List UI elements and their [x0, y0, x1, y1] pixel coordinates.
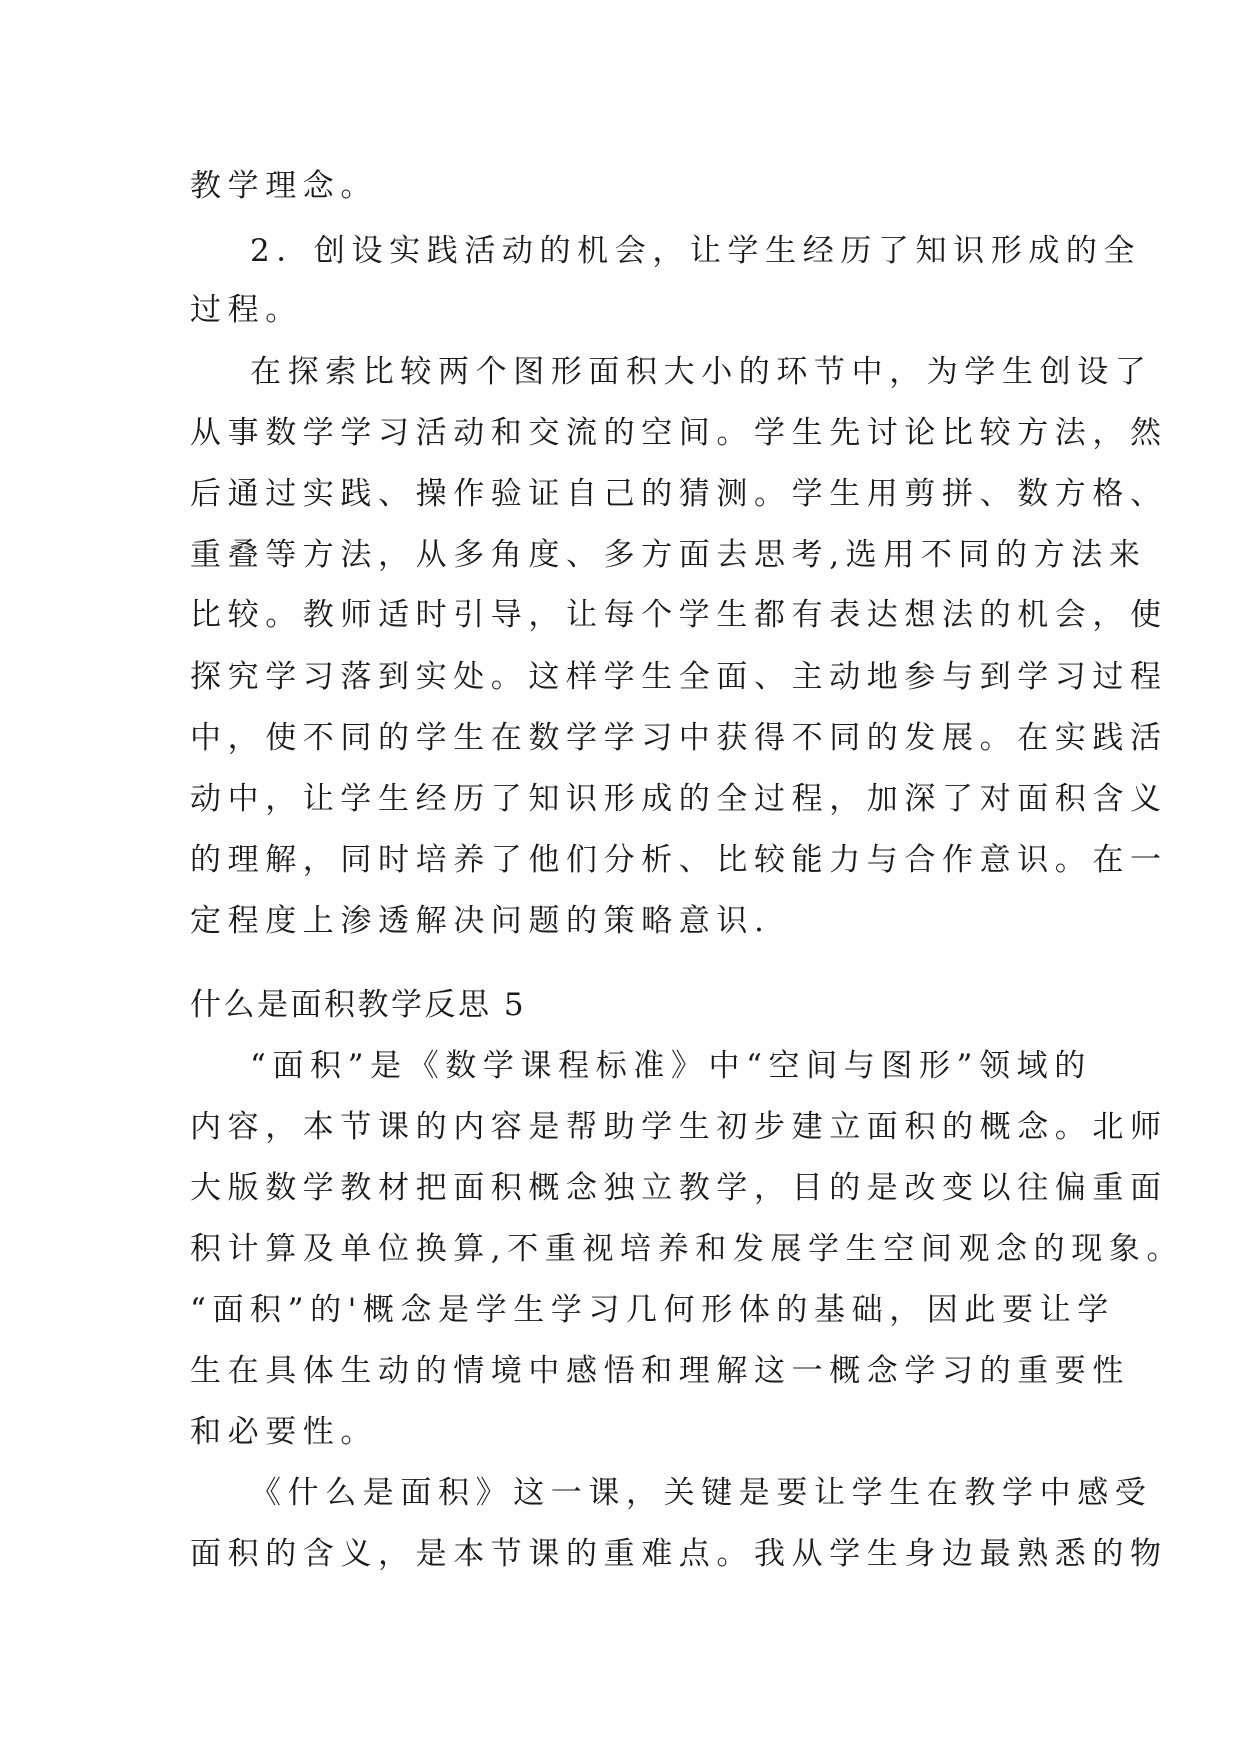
text-line: 从事数学学习活动和交流的空间。学生先讨论比较方法，然: [190, 415, 1168, 451]
text-line: 探究学习落到实处。这样学生全面、主动地参与到学习过程: [190, 659, 1168, 695]
text-line: 内容，本节课的内容是帮助学生初步建立面积的概念。北师: [190, 1109, 1168, 1145]
text-line: 大版数学教材把面积概念独立教学，目的是改变以往偏重面: [190, 1170, 1168, 1206]
text-line: 后通过实践、操作验证自己的猜测。学生用剪拼、数方格、: [190, 476, 1168, 512]
text-line: “面积”是《数学课程标准》中“空间与图形”领域的: [250, 1048, 1092, 1084]
text-line: 的理解，同时培养了他们分析、比较能力与合作意识。在一: [190, 842, 1168, 878]
section-heading: 什么是面积教学反思 5: [190, 987, 527, 1023]
text-line: 定程度上渗透解决问题的策略意识.: [190, 903, 771, 939]
text-line: 面积的含义，是本节课的重难点。我从学生身边最熟悉的物: [190, 1536, 1168, 1572]
text-line: 重叠等方法，从多角度、多方面去思考,选用不同的方法来: [190, 537, 1147, 573]
text-line: 生在具体生动的情境中感悟和理解这一概念学习的重要性: [190, 1353, 1130, 1389]
text-line: 《什么是面积》这一课，关键是要让学生在教学中感受: [250, 1475, 1153, 1511]
text-line: 2．创设实践活动的机会，让学生经历了知识形成的全: [250, 233, 1142, 269]
text-line: 中，使不同的学生在数学学习中获得不同的发展。在实践活: [190, 720, 1168, 756]
text-line: 在探索比较两个图形面积大小的环节中，为学生创设了: [250, 354, 1153, 390]
text-line: “面积”的'概念是学生学习几何形体的基础，因此要让学: [190, 1292, 1115, 1328]
text-line: 比较。教师适时引导，让每个学生都有表达想法的机会，使: [190, 597, 1168, 633]
text-line: 和必要性。: [190, 1414, 378, 1450]
text-line: 教学理念。: [190, 168, 378, 204]
text-line: 动中，让学生经历了知识形成的全过程，加深了对面积含义: [190, 781, 1168, 817]
text-line: 过程。: [190, 292, 303, 328]
text-line: 积计算及单位换算,不重视培养和发展学生空间观念的现象。: [190, 1231, 1185, 1267]
